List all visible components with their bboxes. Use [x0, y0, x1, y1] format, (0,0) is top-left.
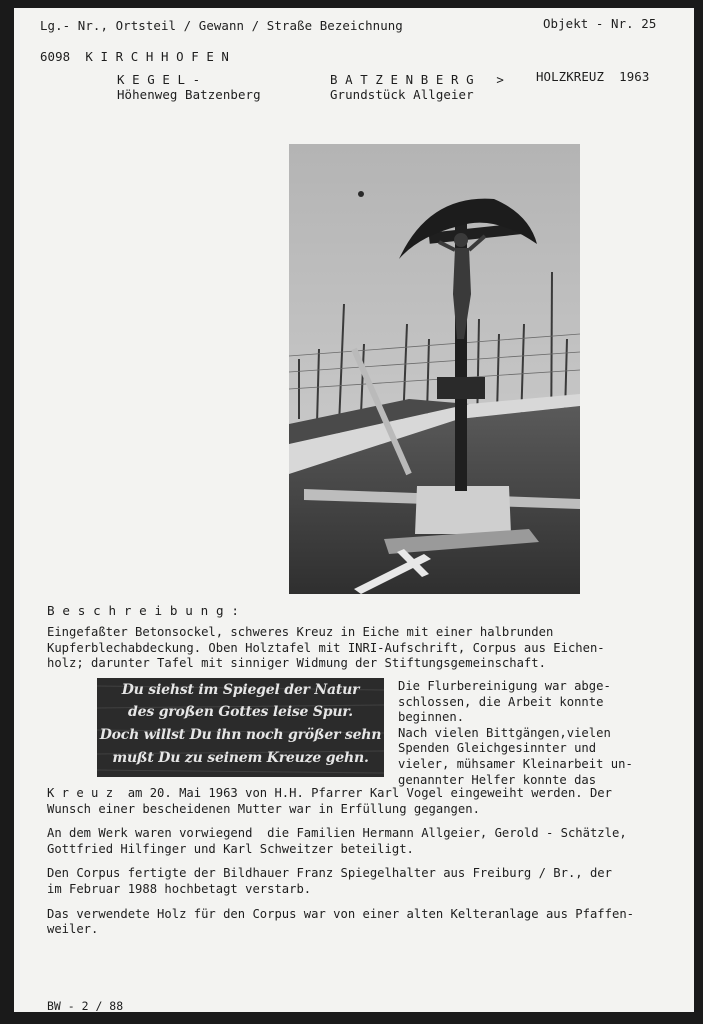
paragraph-5 — [47, 907, 634, 938]
text-line: genannter Helfer konnte das — [398, 772, 597, 787]
text-line: vieler, mühsamer Kleinarbeit un- — [398, 756, 633, 771]
text-line: Nach vielen Bittgängen,vielen — [398, 725, 611, 740]
paragraph-1 — [47, 625, 605, 681]
text-line: Kupferblechabdeckung. Oben Holztafel mit INRI-Aufschrift, Corpus aus Eichen- — [47, 640, 605, 655]
object-number: Objekt - Nr. 25 — [543, 16, 657, 31]
footer-reference: BW - 2 / 88 — [47, 999, 124, 1013]
plaque-line: Doch willst Du ihn noch größer sehn — [99, 727, 382, 743]
paragraph-4 — [47, 866, 634, 897]
cross-photograph-image — [289, 144, 580, 594]
text-line: Wunsch einer bescheidenen Mutter war in Erfüllung gegangen. — [47, 801, 480, 816]
paragraph-2 — [47, 786, 634, 817]
text-line: An dem Werk waren vorwiegend die Familien Hermann Allgeier, Gerold - Schätzle, — [47, 826, 627, 841]
designation: HOLZKREUZ 1963 — [536, 69, 650, 84]
paragraphs-lower — [47, 786, 634, 947]
cross-photograph — [289, 144, 580, 594]
text-line: Spenden Gleichgesinnter und — [398, 741, 597, 756]
text-line: beginnen. — [398, 710, 465, 725]
side-text — [398, 679, 633, 788]
text-line: weiler. — [47, 922, 99, 937]
text-line: K r e u z am 20. Mai 1963 von H.H. Pfarrer Karl Vogel eingeweiht werden. Der — [47, 786, 612, 800]
section-title: B e s c h r e i b u n g : — [47, 603, 240, 618]
text-line: Eingefaßter Betonsockel, schweres Kreuz in Eiche mit einer halbrunden — [47, 625, 554, 639]
plaque-line: mußt Du zu seinem Kreuze gehn. — [112, 750, 369, 766]
gewann: K E G E L - — [117, 72, 201, 87]
header-columns-label: Lg.- Nr., Ortsteil / Gewann / Straße Bezeichnung — [40, 18, 403, 33]
text-line: Gottfried Hilfinger und Karl Schweitzer beteiligt. — [47, 841, 414, 856]
text-line: Das verwendete Holz für den Corpus war von einer alten Kelteranlage aus Pfaffen- — [47, 906, 634, 921]
text-line: Den Corpus fertigte der Bildhauer Franz Spiegelhalter aus Freiburg / Br., der — [47, 866, 612, 881]
text-line: schlossen, die Arbeit konnte — [398, 694, 604, 709]
street: Höhenweg Batzenberg — [117, 87, 261, 102]
text-line: im Februar 1988 hochbetagt verstarb. — [47, 881, 312, 896]
location: B A T Z E N B E R G > — [330, 72, 504, 87]
postcode-town: 6098 K I R C H H O F E N — [40, 49, 229, 64]
plaque-line: des großen Gottes leise Spur. — [128, 704, 353, 720]
text-line: holz; darunter Tafel mit sinniger Widmung der Stiftungsgemeinschaft. — [47, 656, 546, 671]
paragraph-3 — [47, 826, 634, 857]
dedication-plaque — [97, 678, 384, 777]
plaque-line: Du siehst im Spiegel der Natur — [121, 682, 360, 698]
text-line: Die Flurbereinigung war abge- — [398, 679, 611, 693]
plot: Grundstück Allgeier — [330, 87, 474, 102]
